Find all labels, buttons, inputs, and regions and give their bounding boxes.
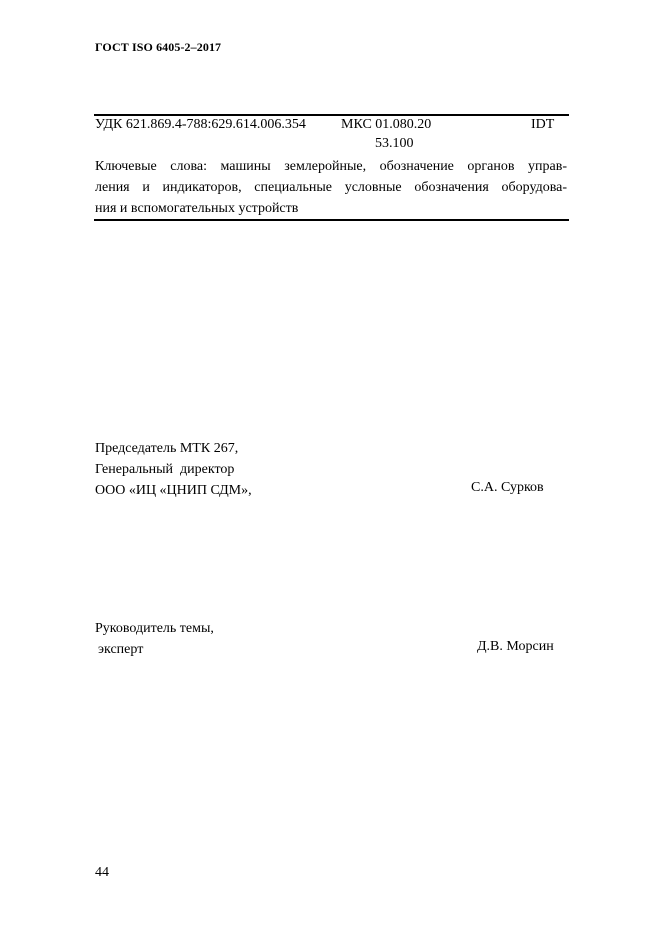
lead-title: Руководитель темы, (95, 621, 214, 636)
chairman-title: Председатель МТК 267, (95, 441, 239, 456)
mks-code-1: МКС 01.080.20 (341, 117, 432, 132)
classification-row (95, 117, 565, 137)
page-number: 44 (95, 865, 109, 880)
keywords-line-2: ления и индикаторов, специальные условные обозначения оборудова- (95, 180, 567, 195)
keywords-paragraph (95, 156, 567, 219)
mks-code-2: 53.100 (375, 136, 414, 151)
chairman-role: Генеральный директор (95, 462, 235, 477)
standard-header: ГОСТ ISO 6405-2–2017 (95, 40, 222, 54)
keywords-line-3: ния и вспомогательных устройств (95, 201, 299, 216)
signature-block-chairman (95, 438, 252, 501)
keywords-line-1: Ключевые слова: машины землеройные, обозначение органов управ- (95, 159, 567, 174)
chairman-organization: ООО «ИЦ «ЦНИП СДМ», (95, 483, 252, 498)
top-divider (94, 114, 569, 116)
equivalence-code: IDT (531, 117, 555, 132)
udc-code: УДК 621.869.4-788:629.614.006.354 (95, 117, 306, 132)
bottom-divider (94, 219, 569, 221)
chairman-name: С.А. Сурков (471, 480, 544, 495)
lead-name: Д.В. Морсин (477, 639, 554, 654)
lead-role: эксперт (98, 642, 144, 657)
signature-block-lead (95, 618, 214, 660)
